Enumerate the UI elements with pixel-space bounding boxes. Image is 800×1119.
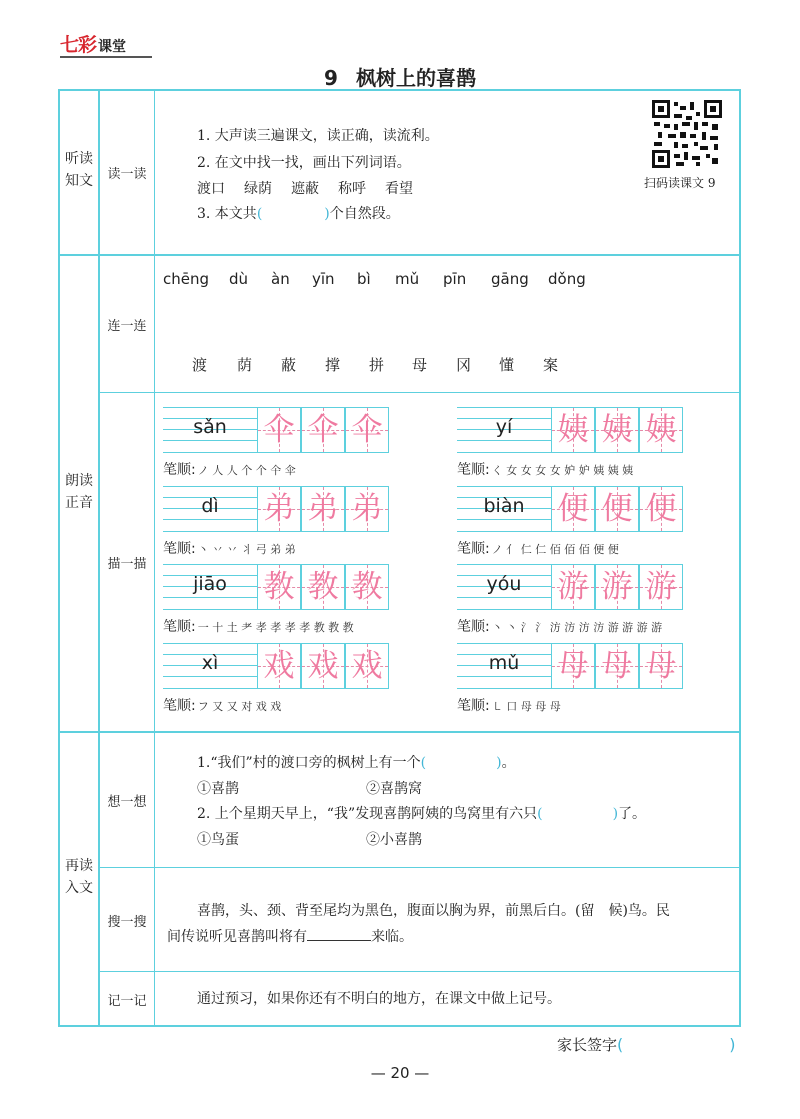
connect-char[interactable]: 渡 <box>192 356 208 374</box>
read-word: 遮蔽 <box>291 181 319 197</box>
section-label-reread-line1: 再读 <box>65 858 93 874</box>
connect-char[interactable]: 荫 <box>237 356 253 374</box>
answer-paren-open: ( <box>537 806 543 822</box>
trace-char-box[interactable] <box>301 564 345 610</box>
stroke-order-label: 笔顺: <box>163 698 196 714</box>
pinyin-lines <box>457 564 551 610</box>
trace-char: 游 <box>601 569 633 605</box>
trace-char: 姨 <box>557 412 589 448</box>
trace-char: 便 <box>645 491 677 527</box>
read-line-2: 2. 在文中找一找，画出下列词语。 <box>197 155 411 171</box>
trace-char: 母 <box>645 648 677 684</box>
stroke-sequence: ノ 人 人 个 个 仐 伞 <box>197 464 296 477</box>
stroke-order <box>163 695 281 715</box>
stroke-order-label: 笔顺: <box>457 698 490 714</box>
stroke-order-label: 笔顺: <box>163 462 196 478</box>
trace-char-box[interactable] <box>639 407 683 453</box>
trace-char: 教 <box>263 569 295 605</box>
answer-paren-open: ( <box>420 755 427 771</box>
trace-char-box[interactable] <box>345 407 389 453</box>
trace-pinyin: sǎn <box>193 416 227 438</box>
read-line-3 <box>197 203 400 223</box>
trace-pinyin: xì <box>201 652 219 674</box>
stroke-sequence: 丶 丶 氵 氵 汸 汸 汸 汸 游 游 游 游 <box>491 621 663 634</box>
connect-pinyin[interactable]: gāng <box>491 270 529 288</box>
row-divider-2 <box>98 392 741 393</box>
answer-paren-close: ) <box>496 755 502 771</box>
sub-label-think: 想一想 <box>107 795 147 810</box>
trace-pinyin: yí <box>495 416 513 438</box>
trace-pinyin: yóu <box>486 573 522 595</box>
stroke-order-label: 笔顺: <box>457 462 490 478</box>
trace-char: 戏 <box>351 648 383 684</box>
stroke-order <box>163 538 296 558</box>
logo-brand-suffix: 课堂 <box>98 39 127 55</box>
think-q1-end: 。 <box>501 755 516 771</box>
section-label-pronounce-line2: 正音 <box>65 495 93 511</box>
trace-char: 游 <box>645 569 677 605</box>
read-word: 看望 <box>385 181 413 197</box>
row-divider-4 <box>98 867 741 868</box>
stroke-order <box>457 616 662 636</box>
row-divider-5 <box>98 971 741 972</box>
stroke-order <box>163 616 354 636</box>
note-text: 通过预习，如果你还有不明白的地方，在课文中做上记号。 <box>197 991 561 1007</box>
trace-char-box[interactable] <box>257 643 301 689</box>
stroke-sequence: フ 又 又 对 戏 戏 <box>197 700 282 713</box>
lesson-number: 9 <box>324 66 338 90</box>
connect-char[interactable]: 案 <box>543 356 559 374</box>
trace-char-box[interactable] <box>595 407 639 453</box>
think-q2-end: 了。 <box>618 806 647 822</box>
trace-char: 弟 <box>307 491 339 527</box>
trace-char-box[interactable] <box>639 643 683 689</box>
trace-char: 便 <box>557 491 589 527</box>
sub-label-note: 记一记 <box>107 994 147 1009</box>
think-q2-text: 2. 上个星期天早上，“我”发现喜鹊阿姨的鸟窝里有六只 <box>197 806 538 822</box>
column-divider-2 <box>154 89 155 1027</box>
read-line-1: 1. 大声读三遍课文，读正确，读流利。 <box>197 128 439 144</box>
answer-paren-close: ) <box>324 206 330 222</box>
trace-char-box[interactable] <box>345 564 389 610</box>
read-word: 绿荫 <box>244 181 272 197</box>
stroke-sequence: く 女 女 女 女 妒 妒 姨 姨 姨 <box>491 464 634 477</box>
trace-char-box[interactable] <box>301 486 345 532</box>
sub-label-trace: 描一描 <box>107 557 147 572</box>
trace-char-box[interactable] <box>257 564 301 610</box>
signature-paren-close: ) <box>729 1035 736 1054</box>
sub-label-search: 搜一搜 <box>107 915 147 930</box>
signature-paren-open: ( <box>617 1035 624 1054</box>
search-line-2-prefix: 间传说听见喜鹊叫将有 <box>167 929 307 945</box>
stroke-sequence: 丶 丷 丷 丬 弓 弟 弟 <box>197 543 296 556</box>
parent-signature-label: 家长签字 <box>557 1036 618 1054</box>
read-line-3-prefix: 3. 本文共 <box>197 206 257 222</box>
pinyin-lines <box>457 643 551 689</box>
trace-char-box[interactable] <box>345 643 389 689</box>
section-label-pronounce <box>59 470 99 514</box>
connect-pinyin[interactable]: bì <box>357 270 371 288</box>
read-word: 称呼 <box>338 181 366 197</box>
parent-signature <box>557 1034 736 1055</box>
trace-pinyin: jiāo <box>193 573 227 595</box>
stroke-order-label: 笔顺: <box>163 619 196 635</box>
logo-underline <box>60 56 152 58</box>
connect-pinyin[interactable]: dǒng <box>548 270 586 288</box>
connect-char[interactable]: 懂 <box>499 356 515 374</box>
trace-char: 戏 <box>307 648 339 684</box>
pinyin-lines <box>163 407 257 453</box>
stroke-order-label: 笔顺: <box>163 541 196 557</box>
trace-char: 姨 <box>601 412 633 448</box>
trace-char: 母 <box>601 648 633 684</box>
answer-paren-open: ( <box>256 206 263 222</box>
pinyin-lines <box>457 407 551 453</box>
stroke-sequence: ㇄ 口 母 母 母 <box>491 700 561 713</box>
stroke-sequence: ノ 亻 仁 仁 佰 佰 佰 便 便 <box>491 543 619 556</box>
logo-brand: 七彩 <box>60 34 97 56</box>
section-label-listen <box>59 148 99 192</box>
read-word: 渡口 <box>197 181 225 197</box>
trace-char-box[interactable] <box>345 486 389 532</box>
stroke-order-label: 笔顺: <box>457 541 490 557</box>
trace-char-box[interactable] <box>301 407 345 453</box>
section-label-reread <box>59 855 99 899</box>
trace-char-box[interactable] <box>551 486 595 532</box>
trace-char: 母 <box>557 648 589 684</box>
worksheet-frame <box>58 89 741 1027</box>
pinyin-lines <box>457 486 551 532</box>
pinyin-lines <box>163 643 257 689</box>
trace-char-box[interactable] <box>551 407 595 453</box>
connect-pinyin[interactable]: yīn <box>312 270 335 288</box>
trace-char-box[interactable] <box>595 643 639 689</box>
read-line-3-suffix: 个自然段。 <box>329 206 400 222</box>
connect-char[interactable]: 撑 <box>325 356 341 374</box>
trace-char-box[interactable] <box>551 643 595 689</box>
trace-char: 教 <box>351 569 383 605</box>
trace-pinyin: dì <box>201 495 219 517</box>
trace-char: 伞 <box>351 412 383 448</box>
trace-char: 姨 <box>645 412 677 448</box>
trace-char: 弟 <box>351 491 383 527</box>
connect-pinyin[interactable]: àn <box>271 270 290 288</box>
connect-char[interactable]: 母 <box>412 356 428 374</box>
trace-pinyin: mǔ <box>488 652 520 674</box>
section-label-listen-line2: 知文 <box>65 173 93 189</box>
stroke-order <box>457 459 633 479</box>
trace-char-box[interactable] <box>551 564 595 610</box>
answer-blank-line[interactable] <box>307 928 371 941</box>
trace-char: 伞 <box>307 412 339 448</box>
pinyin-lines <box>163 564 257 610</box>
trace-char: 戏 <box>263 648 295 684</box>
sub-label-read: 读一读 <box>107 167 147 182</box>
page-number: — 20 — <box>370 1064 430 1082</box>
think-q1-opt1[interactable]: ①喜鹊 <box>197 781 239 797</box>
row-divider-3 <box>58 731 741 733</box>
stroke-order <box>457 695 561 715</box>
trace-char: 便 <box>601 491 633 527</box>
qr-code[interactable] <box>652 100 722 168</box>
trace-char-box[interactable] <box>595 486 639 532</box>
stroke-order <box>457 538 619 558</box>
think-q1 <box>197 752 516 772</box>
connect-pinyin[interactable]: chēng <box>163 270 210 288</box>
trace-char-box[interactable] <box>595 564 639 610</box>
connect-char[interactable]: 冈 <box>456 356 472 374</box>
connect-char[interactable]: 蔽 <box>281 356 297 374</box>
trace-char: 游 <box>557 569 589 605</box>
connect-char[interactable]: 拼 <box>369 356 385 374</box>
trace-char-box[interactable] <box>301 643 345 689</box>
think-q2-opt1[interactable]: ①鸟蛋 <box>197 832 239 848</box>
think-q2 <box>197 803 646 823</box>
sub-label-connect: 连一连 <box>107 319 147 334</box>
trace-char: 伞 <box>263 412 295 448</box>
search-line-2-suffix: 来临。 <box>371 929 413 945</box>
trace-char: 弟 <box>263 491 295 527</box>
section-label-reread-line2: 入文 <box>65 880 93 896</box>
search-line-1: 喜鹊，头、颈、背至尾均为黑色，腹面以胸为界，前黑后白。(留 候)鸟。民 <box>197 903 670 919</box>
connect-pinyin[interactable]: pīn <box>443 270 467 288</box>
pinyin-lines <box>163 486 257 532</box>
read-words <box>197 178 413 198</box>
answer-paren-close: ) <box>612 806 619 822</box>
stroke-order <box>163 459 296 479</box>
connect-pinyin[interactable]: mǔ <box>395 270 420 288</box>
search-line-2 <box>167 926 413 946</box>
page-title <box>0 62 800 91</box>
section-label-pronounce-line1: 朗读 <box>65 473 93 489</box>
stroke-sequence: 一 十 土 耂 孝 孝 孝 孝 教 教 教 <box>197 621 354 634</box>
trace-pinyin: biàn <box>483 495 525 517</box>
trace-char: 教 <box>307 569 339 605</box>
stroke-order-label: 笔顺: <box>457 619 490 635</box>
lesson-title: 枫树上的喜鹊 <box>355 66 476 90</box>
trace-char-box[interactable] <box>257 407 301 453</box>
think-q1-text: 1.“我们”村的渡口旁的枫树上有一个 <box>197 755 421 771</box>
row-divider-1 <box>58 254 741 256</box>
trace-char-box[interactable] <box>257 486 301 532</box>
trace-char-box[interactable] <box>639 564 683 610</box>
brand-logo <box>60 30 152 56</box>
think-q1-opt2[interactable]: ②喜鹊窝 <box>366 781 422 797</box>
qr-caption: 扫码读课文 9 <box>644 176 716 190</box>
trace-char-box[interactable] <box>639 486 683 532</box>
section-label-listen-line1: 听读 <box>65 151 93 167</box>
connect-pinyin[interactable]: dù <box>229 270 249 288</box>
think-q2-opt2[interactable]: ②小喜鹊 <box>366 832 422 848</box>
